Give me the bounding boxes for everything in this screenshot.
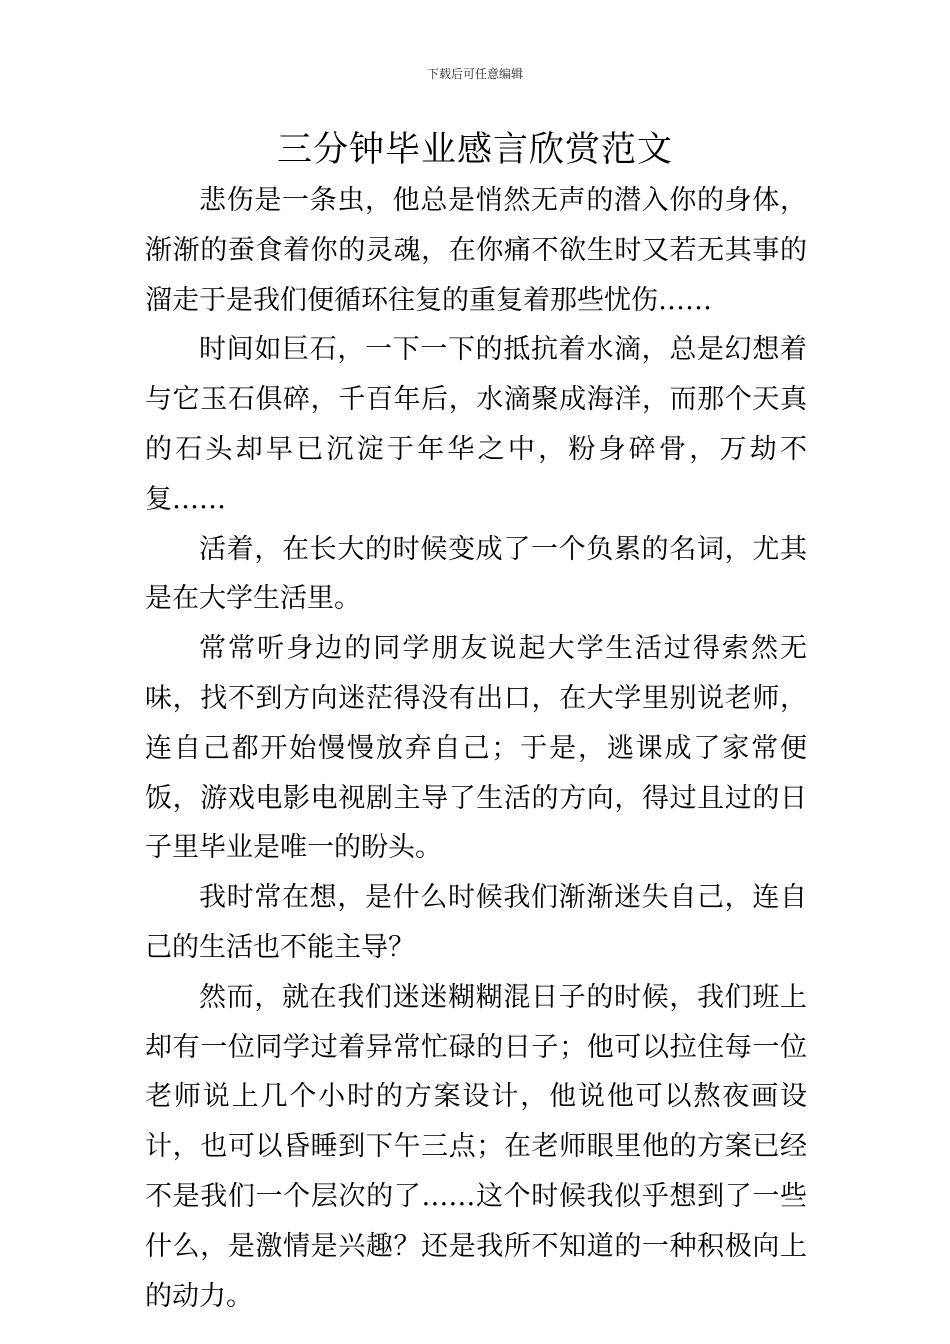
header-note: 下载后可任意编辑 <box>426 67 523 81</box>
paragraph-6: 然而，就在我们迷迷糊糊混日子的时候，我们班上却有一位同学过着异常忙碌的日子；他可以拉住每一位老师说上几个小时的方案设计，他说他可以熬夜画设计，也可以昏睡到下午三点；在老师眼里他的方案已经不是我们一个层次的了……这个时候我似乎想到了一些什么，是激情是兴趣？还是我所不知道的一种积极向上的动力。 <box>145 981 807 1312</box>
document-body <box>145 176 807 1321</box>
paragraph-3: 活着，在长大的时候变成了一个负累的名词，尤其是在大学生活里。 <box>145 533 807 615</box>
paragraph-2: 时间如巨石，一下一下的抵抗着水滴，总是幻想着与它玉石俱碎，千百年后，水滴聚成海洋，而那个天真的石头却早已沉淀于年华之中，粉身碎骨，万劫不复…… <box>145 334 807 515</box>
document-title: 三分钟毕业感言欣赏范文 <box>276 130 673 170</box>
paragraph-1: 悲伤是一条虫，他总是悄然无声的潜入你的身体，渐渐的蚕食着你的灵魂，在你痛不欲生时又若无其事的溜走于是我们便循环往复的重复着那些忧伤…… <box>145 185 807 316</box>
paragraph-4: 常常听身边的同学朋友说起大学生活过得索然无味，找不到方向迷茫得没有出口，在大学里别说老师，连自己都开始慢慢放弃自己；于是，逃课成了家常便饭，游戏电影电视剧主导了生活的方向，得过且过的日子里毕业是唯一的盼头。 <box>145 633 807 864</box>
paragraph-5: 我时常在想，是什么时候我们渐渐迷失自己，连自己的生活也不能主导？ <box>145 882 807 963</box>
